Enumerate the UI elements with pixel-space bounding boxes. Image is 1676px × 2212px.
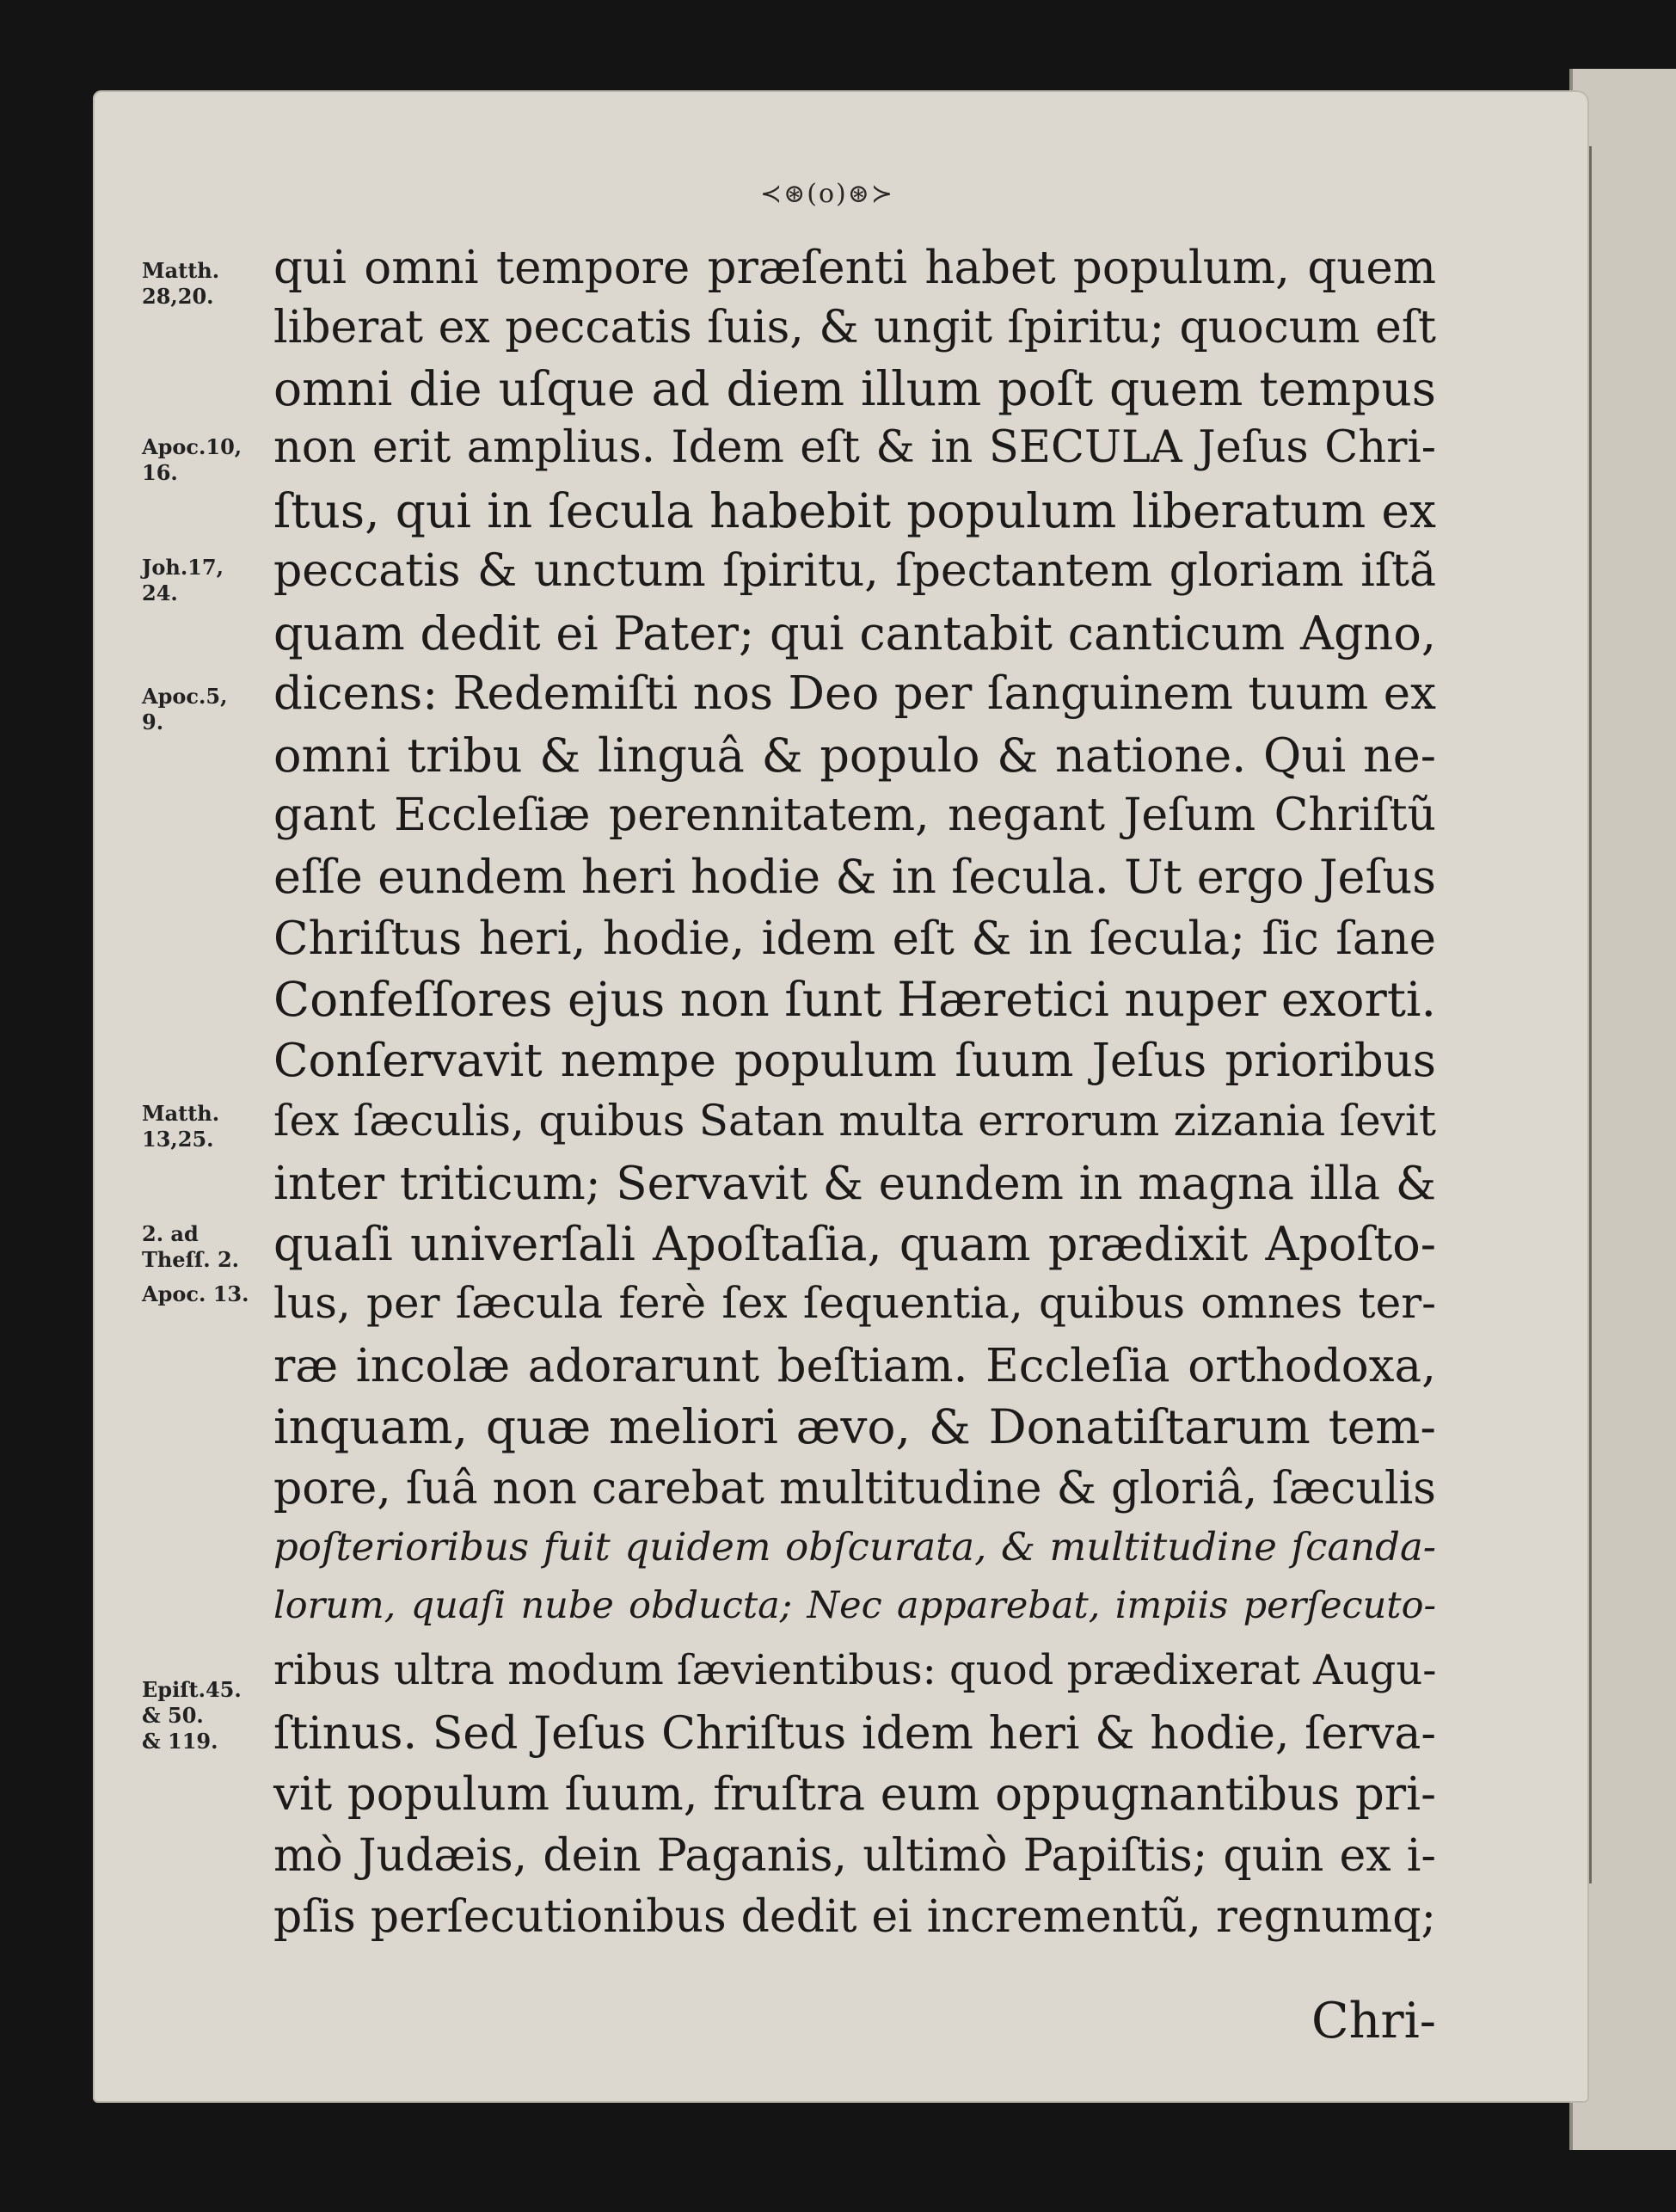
text-line: ribus ultra modum ſævientibus: quod prædixerat Augu- bbox=[273, 1646, 1437, 1694]
text-line-italic: poſterioribus fuit quidem obſcurata, & multitudine ſcanda- bbox=[273, 1524, 1436, 1570]
text-line: ſtus, qui in ſecula habebit populum liberatum ex bbox=[273, 483, 1436, 538]
margin-note: Joh.17, 24. bbox=[142, 555, 224, 605]
margin-note: Matth. 28,20. bbox=[142, 258, 220, 309]
text-line: peccatis & unctum ſpiritu, ſpectantem gloriam iſtã bbox=[273, 545, 1436, 597]
text-line: inter triticum; Servavit & eundem in magna illa & bbox=[273, 1158, 1436, 1210]
text-line: ræ incolæ adorarunt beſtiam. Eccleſia orthodoxa, bbox=[273, 1340, 1436, 1392]
text-line-italic: lorum, quaſi nube obducta; Nec apparebat, impiis perſecuto- bbox=[273, 1584, 1436, 1627]
text-line: pſis perſecutionibus dedit ei incrementũ, regnumq; bbox=[273, 1891, 1436, 1943]
margin-note: Epiſt.45. & 50. & 119. bbox=[142, 1677, 242, 1754]
text-line: non erit amplius. Idem eſt & in SECULA Jeſus Chri- bbox=[273, 422, 1436, 473]
page-header-ornament: ≺⊛(o)⊛≻ bbox=[760, 179, 895, 209]
text-line: lus, per ſæcula ferè ſex ſequentia, quibus omnes ter- bbox=[273, 1278, 1436, 1328]
text-line: Conſervavit nempe populum ſuum Jeſus prioribus bbox=[273, 1035, 1436, 1087]
text-line: ſex ſæculis, quibus Satan multa errorum zizania ſevit bbox=[273, 1096, 1436, 1146]
text-line: quam dedit ei Pater; qui cantabit canticum Agno, bbox=[273, 606, 1436, 661]
text-line: eſſe eundem heri hodie & in ſecula. Ut ergo Jeſus bbox=[273, 850, 1436, 904]
text-line: qui omni tempore præſenti habet populum, quem bbox=[273, 242, 1436, 294]
text-line: Confeſſores ejus non ſunt Hæretici nuper exorti. bbox=[273, 972, 1436, 1027]
margin-note: Matth. 13,25. bbox=[142, 1101, 220, 1152]
text-line: inquam, quæ meliori ævo, & Donatiſtarum tem- bbox=[273, 1399, 1436, 1454]
text-line: omni tribu & linguâ & populo & natione. Qui ne- bbox=[273, 728, 1436, 783]
text-line: liberat ex peccatis ſuis, & ungit ſpiritu; quocum eſt bbox=[273, 302, 1436, 353]
facing-page-rule bbox=[1589, 146, 1592, 1883]
text-line: pore, ſuâ non carebat multitudine & gloriâ, ſæculis bbox=[273, 1463, 1436, 1515]
margin-note: Apoc.10, 16. bbox=[142, 434, 242, 485]
margin-note: Apoc.5, 9. bbox=[142, 684, 228, 734]
text-line: quaſi univerſali Apoſtaſia, quam prædixit Apoſto- bbox=[273, 1217, 1436, 1271]
text-line: ſtinus. Sed Jeſus Chriſtus idem heri & hodie, ſerva- bbox=[273, 1708, 1436, 1760]
margin-note: Apoc. 13. bbox=[142, 1281, 249, 1306]
text-line: mò Judæis, dein Paganis, ultimò Papiſtis; quin ex i- bbox=[273, 1830, 1436, 1882]
catchword: Chri- bbox=[1311, 1993, 1437, 2049]
text-line: vit populum ſuum, fruſtra eum oppugnantibus pri- bbox=[273, 1768, 1436, 1821]
text-line: Chriſtus heri, hodie, idem eſt & in ſecula; ſic ſane bbox=[273, 912, 1436, 965]
text-line: omni die uſque ad diem illum poſt quem tempus bbox=[273, 361, 1436, 416]
text-line: gant Eccleſiæ perennitatem, negant Jeſum Chriſtũ bbox=[273, 790, 1436, 841]
text-line: dicens: Redemiſti nos Deo per ſanguinem tuum ex bbox=[273, 667, 1436, 720]
margin-note: 2. ad Theſſ. 2. bbox=[142, 1221, 239, 1272]
